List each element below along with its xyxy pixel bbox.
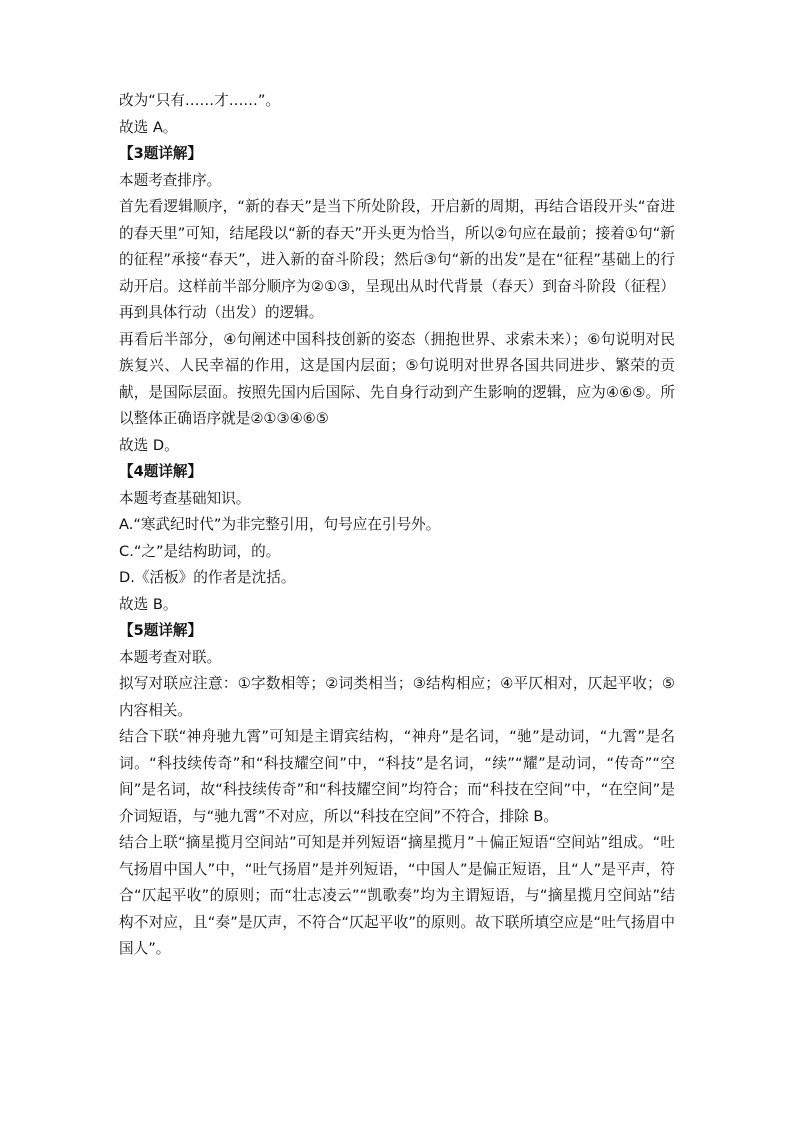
paragraph: 结合上联“摘星揽月空间站”可知是并列短语“摘星揽月”＋偏正短语“空间站”组成。“吐气扬眉中国人”中，“吐气扬眉”是并列短语，“中国人”是偏正短语，且“人”是平声，符合“仄起平收”的原则；而“壮志凌云”“凯歌奏”均为主谓短语，与“摘星揽月空间站”结构不对应，且“奏”是仄声，不符合“仄起平收”的原则。故下联所填空应是“吐气扬眉中国人”。 (119, 834, 675, 957)
paragraph: 故选 A。 (119, 118, 178, 136)
paragraph: A.“寒武纪时代”为非完整引用，句号应在引号外。 (119, 516, 441, 533)
section-heading: 【4题详解】 (119, 463, 203, 480)
section-heading: 【3题详解】 (119, 145, 203, 162)
paragraph: 结合下联“神舟驰九霄”可知是主谓宾结构，“神舟”是名词，“驰”是动词，“九霄”是名词。“科技续传奇”和“科技耀空间”中，“科技”是名词，“续”“耀”是动词，“传奇”“空间”是名词，故“科技续传奇”和“科技耀空间”均符合；而“科技在空间”中，“在空间”是介词短语，与“驰九霄”不对应，所以“科技在空间”不符合，排除 B。 (119, 728, 675, 825)
paragraph: 本题考查排序。 (119, 171, 222, 189)
paragraph: 拟写对联应注意：①字数相等；②词类相当；③结构相应；④平仄相对，仄起平收；⑤内容相关。 (119, 675, 675, 719)
paragraph: D.《活板》的作者是沈括。 (119, 569, 296, 586)
paragraph: 故选 D。 (119, 436, 179, 454)
paragraph: C.“之”是结构助词，的。 (119, 542, 281, 560)
section-heading: 【5题详解】 (119, 622, 203, 639)
paragraph: 改为“只有……才……”。 (119, 92, 281, 109)
paragraph: 再看后半部分，④句阐述中国科技创新的姿态（拥抱世界、求索未来）；⑥句说明对民族复兴、人民幸福的作用，这是国内层面；⑤句说明对世界各国共同进步、繁荣的贡献，是国际层面。按照先国内后国际、先自身行动到产生影响的逻辑，应为④⑥⑤。所以整体正确语序就是②①③④⑥⑤ (119, 330, 675, 427)
paragraph: 本题考查对联。 (119, 648, 222, 666)
paragraph: 本题考查基础知识。 (119, 489, 251, 507)
paragraph: 首先看逻辑顺序，“新的春天”是当下所处阶段，开启新的周期，再结合语段开头“奋进的春天里”可知，结尾段以“新的春天”开头更为恰当，所以②句应在最前；接着①句“新的征程”承接“春天”，进入新的奋斗阶段；然后③句“新的出发”是在“征程”基础上的行动开启。这样前半部分顺序为②①③，呈现出从时代背景（春天）到奋斗阶段（征程）再到具体行动（出发）的逻辑。 (119, 198, 675, 321)
paragraph: 故选 B。 (119, 595, 178, 613)
document-body (119, 88, 675, 963)
